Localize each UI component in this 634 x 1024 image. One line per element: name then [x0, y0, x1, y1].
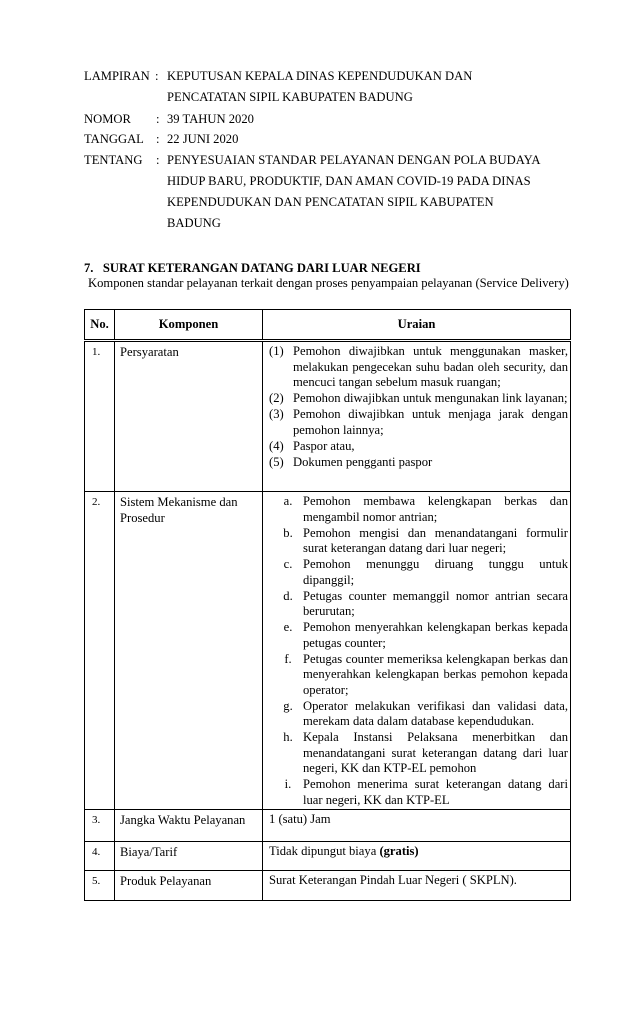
lampiran-colon: :	[155, 69, 159, 83]
lampiran-value-line2: PENCATATAN SIPIL KABUPATEN BADUNG	[167, 90, 413, 104]
list-item	[269, 391, 570, 407]
row-number: 4.	[85, 841, 115, 870]
table-row	[85, 841, 571, 870]
item-marker: g.	[283, 698, 293, 713]
list-item	[269, 589, 570, 620]
service-standard-table	[84, 309, 571, 901]
item-text: Pemohon mengisi dan menandatangani formulir surat keterangan datang dari luar negeri;	[303, 525, 568, 555]
uraian-text: Tidak dipungut biaya	[269, 843, 377, 858]
tentang-value-line1: PENYESUAIAN STANDAR PELAYANAN DENGAN POLA BUDAYA	[167, 153, 541, 167]
row-number: 1.	[85, 341, 115, 492]
table-header-row	[85, 310, 571, 341]
item-marker: c.	[283, 557, 293, 571]
list-item	[269, 699, 570, 730]
item-text: Pemohon diwajibkan untuk menggunakan masker, melakukan pengecekan suhu badan oleh security, dan mencuci tangan sebelum masuk ruangan;	[293, 344, 568, 389]
row-uraian	[263, 492, 571, 810]
list-item	[269, 557, 570, 588]
lampiran-label: LAMPIRAN	[84, 69, 150, 83]
list-item	[269, 620, 570, 651]
table-row	[85, 809, 571, 841]
item-marker: i.	[284, 777, 292, 791]
item-text: Pemohon membawa kelengkapan berkas dan mengambil nomor antrian;	[303, 494, 568, 524]
list-item	[269, 730, 570, 777]
tentang-value-line3: KEPENDUDUKAN DAN PENCATATAN SIPIL KABUPATEN	[167, 195, 494, 209]
item-text: Petugas counter memanggil nomor antrian secara berurutan;	[303, 588, 568, 618]
list-item	[269, 439, 570, 455]
item-marker: (3)	[269, 407, 284, 421]
table-row	[85, 492, 571, 810]
row-number: 5.	[85, 870, 115, 900]
item-text: Kepala Instansi Pelaksana menerbitkan dan menandatangani surat keterangan datang dari luar negeri, KK dan KTP-EL pemohon	[303, 730, 568, 775]
item-text: Pemohon diwajibkan untuk menjaga jarak dengan pemohon lainnya;	[293, 407, 568, 437]
list-item	[269, 407, 570, 438]
list-item	[269, 494, 570, 525]
section-title: 7. SURAT KETERANGAN DATANG DARI LUAR NEGERI	[84, 261, 421, 275]
row-komponen: Produk Pelayanan	[115, 870, 263, 900]
item-text: Pemohon diwajibkan untuk mengunakan link layanan;	[293, 391, 568, 405]
item-marker: f.	[284, 651, 292, 666]
item-marker: d.	[283, 588, 293, 603]
item-marker: (5)	[269, 454, 284, 469]
tanggal-value: 22 JUNI 2020	[167, 132, 239, 146]
header-komponen: Komponen	[115, 310, 263, 341]
uraian-bold-text: (gratis)	[379, 843, 419, 858]
item-marker: (4)	[269, 438, 284, 453]
item-marker: b.	[283, 525, 293, 540]
list-item	[269, 652, 570, 699]
tentang-colon: :	[156, 153, 160, 167]
row-komponen: Sistem Mekanisme dan Prosedur	[115, 492, 263, 810]
item-text: Petugas counter memeriksa kelengkapan berkas dan menyerahkan kelengkapan berkas pemohon kepada operator;	[303, 651, 568, 697]
item-marker: h.	[283, 730, 293, 744]
item-text: Dokumen pengganti paspor	[293, 454, 433, 469]
list-item	[269, 344, 570, 391]
tanggal-label: TANGGAL	[84, 132, 144, 146]
row-uraian: Surat Keterangan Pindah Luar Negeri ( SKPLN).	[263, 870, 571, 900]
item-text: Pemohon menyerahkan kelengkapan berkas kepada petugas counter;	[303, 620, 568, 650]
list-item	[269, 777, 570, 808]
row-number: 2.	[85, 492, 115, 810]
item-marker: (1)	[269, 344, 284, 358]
item-text: Operator melakukan verifikasi dan validasi data, merekam data dalam database kependudukan.	[303, 698, 568, 728]
row-komponen: Biaya/Tarif	[115, 841, 263, 870]
row-number: 3.	[85, 809, 115, 841]
row-uraian	[263, 841, 571, 870]
tentang-value-line4: BADUNG	[167, 216, 221, 230]
nomor-value: 39 TAHUN 2020	[167, 112, 254, 126]
row-uraian	[263, 341, 571, 492]
item-marker: e.	[283, 620, 293, 634]
row-komponen: Jangka Waktu Pelayanan	[115, 809, 263, 841]
tanggal-colon: :	[156, 132, 160, 146]
row-komponen: Persyaratan	[115, 341, 263, 492]
table-row	[85, 341, 571, 492]
list-item	[269, 455, 570, 471]
row-uraian: 1 (satu) Jam	[263, 809, 571, 841]
nomor-label: NOMOR	[84, 112, 131, 126]
item-text: Pemohon menerima surat keterangan datang dari luar negeri, KK dan KTP-EL	[303, 777, 568, 807]
item-text: Paspor atau,	[293, 438, 355, 453]
lampiran-value-line1: KEPUTUSAN KEPALA DINAS KEPENDUDUKAN DAN	[167, 69, 473, 83]
item-marker: (2)	[269, 391, 284, 405]
header-no: No.	[85, 310, 115, 341]
list-item	[269, 526, 570, 557]
table-row	[85, 870, 571, 900]
header-uraian: Uraian	[263, 310, 571, 341]
section-subtitle: Komponen standar pelayanan terkait dengan proses penyampaian pelayanan (Service Delivery)	[88, 276, 569, 290]
item-text: Pemohon menunggu diruang tunggu untuk dipanggil;	[303, 557, 568, 587]
nomor-colon: :	[156, 112, 160, 126]
tentang-value-line2: HIDUP BARU, PRODUKTIF, DAN AMAN COVID-19 PADA DINAS	[167, 174, 531, 188]
tentang-label: TENTANG	[84, 153, 143, 167]
item-marker: a.	[283, 494, 293, 508]
